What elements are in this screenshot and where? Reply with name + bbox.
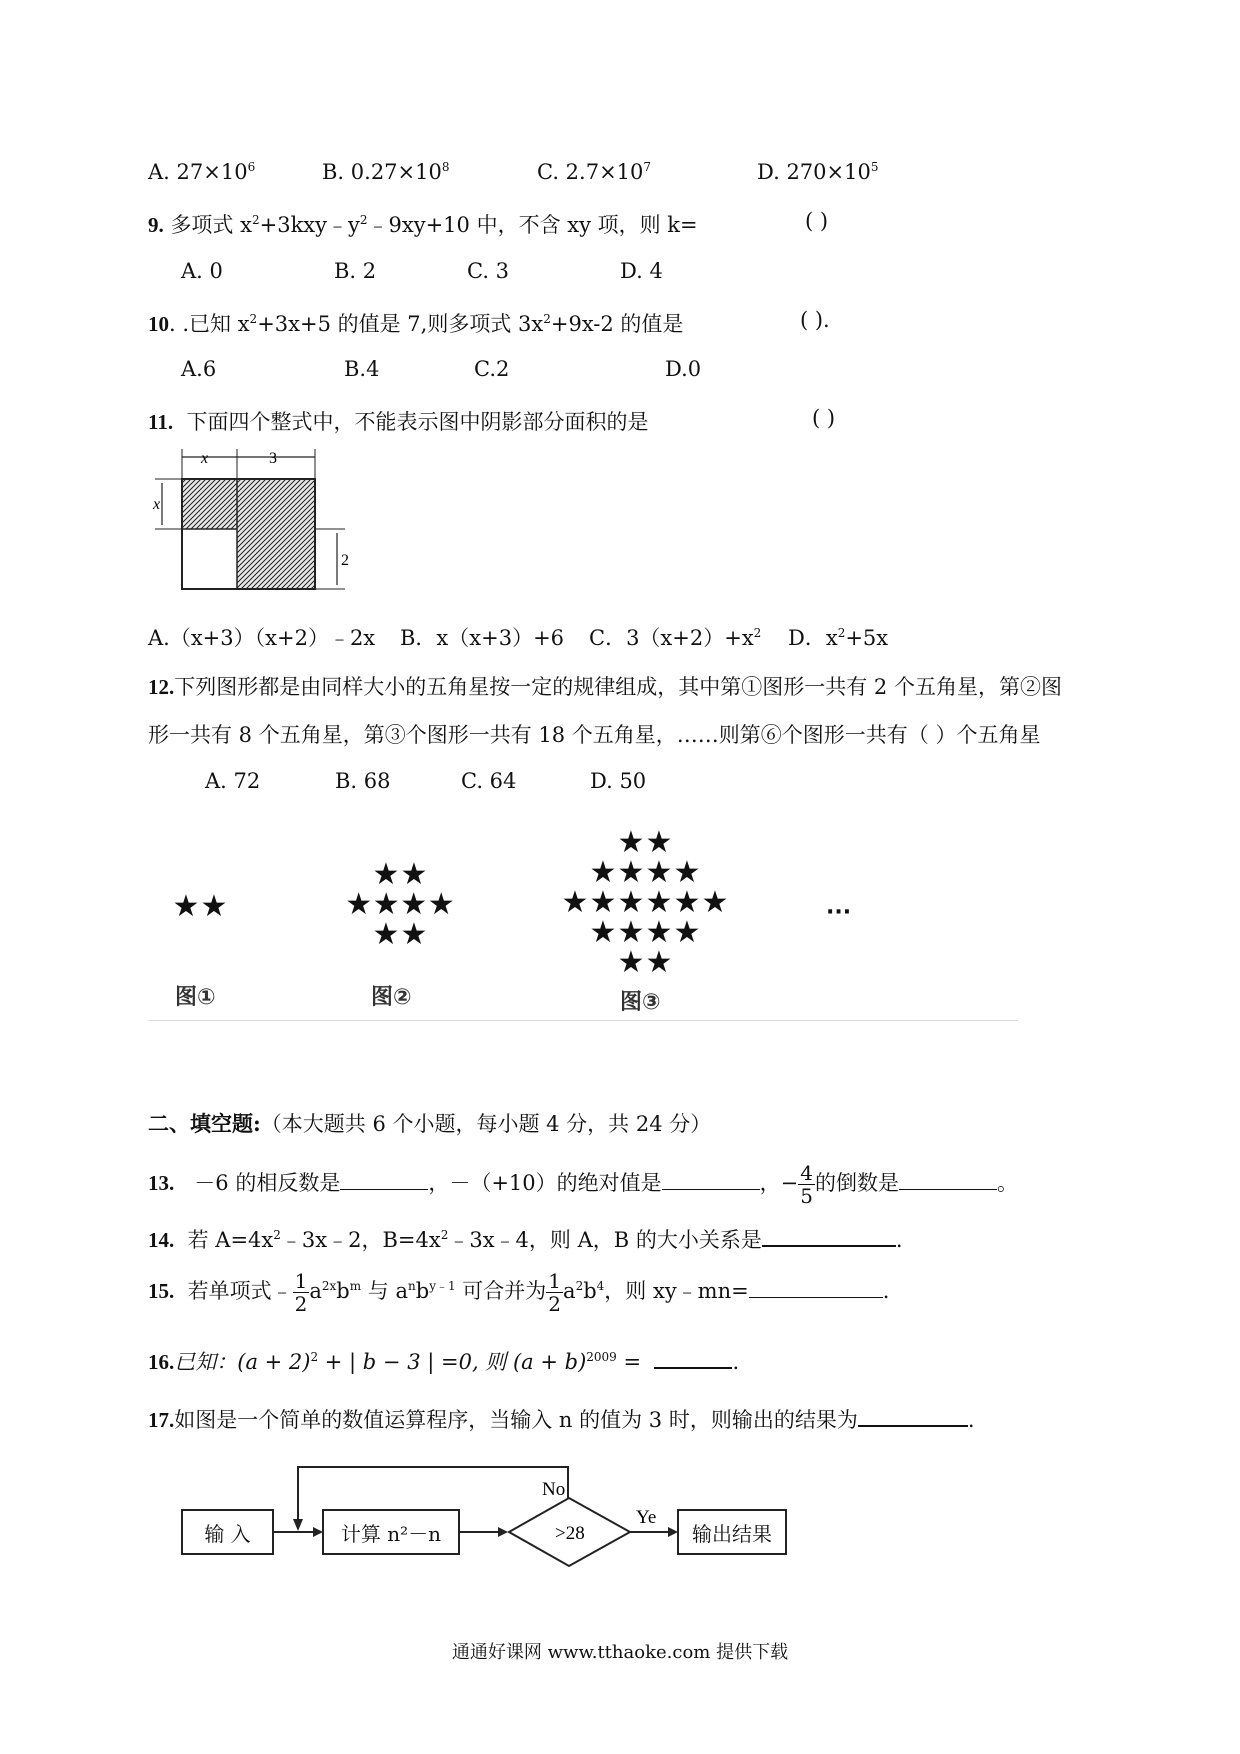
star-icon: ★ xyxy=(617,945,645,980)
q13-blank-2[interactable] xyxy=(662,1169,760,1190)
q11-option-c: C．$3(x+2)+x^2$ xyxy=(589,626,762,650)
dim-x-top: x xyxy=(201,450,209,467)
star-icon: ★ xyxy=(589,855,617,890)
figure-label-1: 图① xyxy=(175,985,216,1010)
q11-area-figure xyxy=(145,445,365,600)
figure-label-2: 图② xyxy=(371,985,412,1010)
q10-option-d: D.0 xyxy=(665,357,702,381)
dim-x-left: x xyxy=(153,496,161,513)
star-icon: ★ xyxy=(589,885,617,920)
q12-option-c: C. 64 xyxy=(461,769,517,793)
q10-question: 10. .已知 $x^2+3x+5$ 的值是 7,则多项式 $3x^2+9x-2$ 的值是 xyxy=(148,312,684,336)
q8-option-b: B. $0.27\times 10^8$ xyxy=(322,160,450,184)
q11-option-d: D．$x^2+5x$ xyxy=(788,626,889,650)
star-icon: ★ xyxy=(400,857,428,892)
star-icon: ★ xyxy=(617,855,645,890)
q10-option-c: C.2 xyxy=(474,357,510,381)
flow-input-box: 输 入 xyxy=(181,1509,274,1555)
star-icon: ★ xyxy=(345,887,373,922)
q15-fraction-1: $\frac{1}{2}$ xyxy=(294,1269,308,1316)
star-icon: ★ xyxy=(645,855,673,890)
q10-option-a: A.6 xyxy=(181,357,217,381)
star-icon: ★ xyxy=(172,889,200,924)
star-icon: ★ xyxy=(617,915,645,950)
q13-blank-1[interactable] xyxy=(340,1169,428,1190)
flow-no-label: No xyxy=(542,1479,566,1500)
q15-question: 15. 若单项式﹣ $\frac{1}{2}$ $a^{2x}b^m$ 与 $a^nb^{y﹣1}$ 可合并为 $\frac{1}{2}$ $a^2b^4$，则 xy﹣mn= . xyxy=(148,1269,890,1316)
star-icon: ★ xyxy=(400,917,428,952)
q9-option-b: B. 2 xyxy=(334,259,377,283)
q16-blank[interactable] xyxy=(654,1347,732,1369)
q15-blank[interactable] xyxy=(749,1277,883,1298)
star-icon: ★ xyxy=(673,885,701,920)
q13-blank-3[interactable] xyxy=(899,1169,997,1190)
q12-option-d: D. 50 xyxy=(590,769,647,793)
q12-question-line2: 形一共有 8 个五角星，第③个图形一共有 18 个五角星，……则第⑥个图形一共有（ ）个五角星 xyxy=(148,723,1041,747)
figure-divider xyxy=(148,1020,1018,1021)
figure-label-3: 图③ xyxy=(620,990,661,1015)
star-icon: ★ xyxy=(589,915,617,950)
q8-option-a: A. $27\times 10^6$ xyxy=(148,160,256,184)
q15-fraction-2: $\frac{1}{2}$ xyxy=(548,1269,562,1316)
q14-question: 14. 若 $A=4x^2﹣3x﹣2$，$B=4x^2﹣3x﹣4$，则 A，B 的大小关系是 . xyxy=(148,1224,903,1254)
q14-blank[interactable] xyxy=(762,1225,896,1247)
q12-option-b: B. 68 xyxy=(335,769,391,793)
q10-option-b: B.4 xyxy=(344,357,380,381)
star-icon: ★ xyxy=(561,885,589,920)
star-icon: ★ xyxy=(427,887,455,922)
q8-option-d: D. $270\times 10^5$ xyxy=(757,160,879,184)
q11-question: 11. 下面四个整式中，不能表示图中阴影部分面积的是 xyxy=(148,410,649,434)
star-icon: ★ xyxy=(645,945,673,980)
star-icon: ★ xyxy=(400,887,428,922)
q17-blank[interactable] xyxy=(858,1405,968,1427)
q12-option-a: A. 72 xyxy=(205,769,261,793)
star-icon: ★ xyxy=(701,885,729,920)
dim-3: 3 xyxy=(269,450,277,467)
q9-option-d: D. 4 xyxy=(620,259,663,283)
q8-option-c: C. $2.7\times 10^7$ xyxy=(537,160,652,184)
flow-condition: >28 xyxy=(555,1523,585,1544)
q12-question-line1: 12.下列图形都是由同样大小的五角星按一定的规律组成，其中第①图形一共有 2 个五角星，第②图 xyxy=(148,675,1062,699)
star-icon: ★ xyxy=(673,915,701,950)
flow-output-box: 输出结果 xyxy=(677,1509,787,1555)
q9-question: 9. 多项式 $x^2+3kxy﹣y^2﹣9xy+10$ 中，不含 xy 项，则 k= xyxy=(148,213,698,237)
q16-question: 16.已知：$(a + 2)^2$ + | b − 3 | =0, 则 $(a + b)^{2009}$ = . xyxy=(148,1346,739,1376)
star-icon: ★ xyxy=(645,915,673,950)
page-footer: 通通好课网 www.tthaoke.com 提供下载 xyxy=(451,1642,789,1663)
star-icon: ★ xyxy=(645,885,673,920)
q9-answer-paren: ( ) xyxy=(805,209,829,233)
q9-option-c: C. 3 xyxy=(467,259,510,283)
q9-option-a: A. 0 xyxy=(181,259,223,283)
q10-answer-paren: ( ). xyxy=(800,308,830,332)
dim-2: 2 xyxy=(341,552,349,569)
q13-fraction: $\frac{4}{5}$ xyxy=(800,1161,813,1208)
q11-option-a: A.（x+3）（x+2）﹣2x xyxy=(148,626,376,650)
figure-ellipsis: ··· xyxy=(826,900,852,925)
star-icon: ★ xyxy=(617,885,645,920)
flow-compute-box: 计算 n²－n xyxy=(322,1509,460,1555)
star-icon: ★ xyxy=(617,825,645,860)
section-2-heading: 二、填空题:（本大题共 6 个小题，每小题 4 分，共 24 分） xyxy=(148,1111,712,1136)
flow-yes-label: Ye xyxy=(636,1507,657,1528)
star-icon: ★ xyxy=(372,887,400,922)
q11-answer-paren: ( ) xyxy=(812,406,836,430)
star-icon: ★ xyxy=(200,889,228,924)
star-icon: ★ xyxy=(645,825,673,860)
star-icon: ★ xyxy=(372,857,400,892)
q13-question: 13. －6 的相反数是 ，－（+10）的绝对值是 ，− $\frac{4}{5}$ 的倒数是 。 xyxy=(148,1161,1018,1208)
star-icon: ★ xyxy=(673,855,701,890)
q11-option-b: B．x（x+3）+6 xyxy=(400,626,565,650)
star-icon: ★ xyxy=(372,917,400,952)
q17-question: 17.如图是一个简单的数值运算程序，当输入 n 的值为 3 时，则输出的结果为 . xyxy=(148,1404,975,1434)
